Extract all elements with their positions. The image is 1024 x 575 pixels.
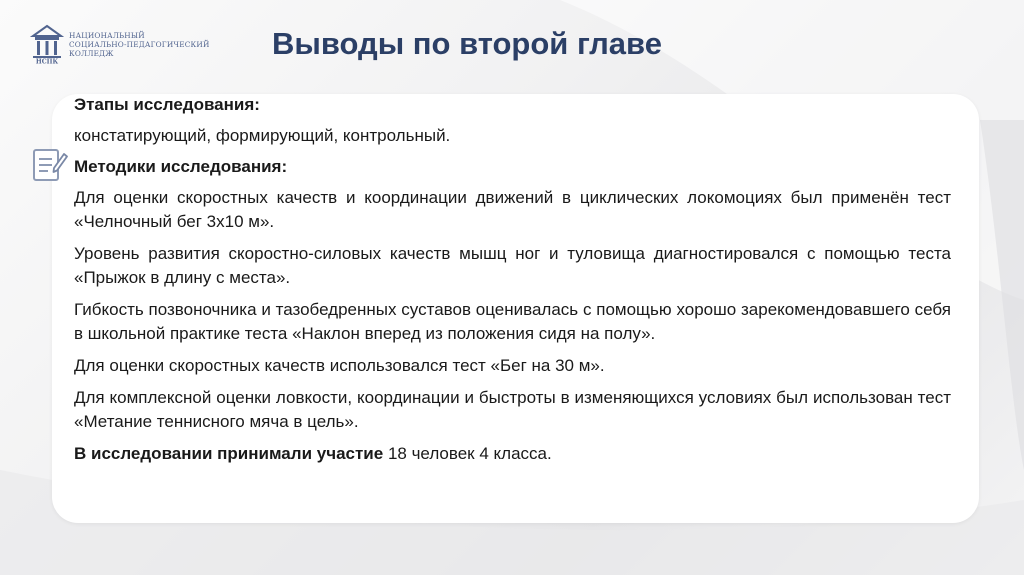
logo-line-1: НАЦИОНАЛЬНЫЙ <box>69 30 145 40</box>
logo-line-3: КОЛЛЕДЖ <box>69 48 114 58</box>
document-edit-icon <box>32 146 68 184</box>
method-paragraph-4: Для оценки скоростных качеств использовался тест «Бег на 30 м». <box>74 356 605 375</box>
participants-line <box>74 442 951 466</box>
college-crest-icon <box>30 24 64 64</box>
stages-text: констатирующий, формирующий, контрольный. <box>74 126 451 145</box>
stages-heading: Этапы исследования: <box>74 95 260 114</box>
logo-line-2: СОЦИАЛЬНО-ПЕДАГОГИЧЕСКИЙ <box>69 39 210 49</box>
method-paragraph-3: Гибкость позвоночника и тазобедренных суставов оценивалась с помощью хорошо зарекомендовавшего себя в школьной практике теста «Наклон вперед из положения сидя на полу». <box>74 300 951 343</box>
logo-mark-text: НСПК <box>35 58 59 64</box>
logo-text <box>69 31 210 58</box>
method-paragraph-2: Уровень развития скоростно-силовых качеств мышц ног и туловища диагностировался с помощью теста «Прыжок в длину с места». <box>74 244 951 287</box>
method-paragraph-1: Для оценки скоростных качеств и координации движений в циклических локомоциях был применён тест «Челночный бег 3х10 м». <box>74 188 951 231</box>
method-paragraph-5: Для комплексной оценки ловкости, координации и быстроты в изменяющихся условиях был использован тест «Метание теннисного мяча в цель». <box>74 388 951 431</box>
methods-heading: Методики исследования: <box>74 157 288 176</box>
slide-title: Выводы по второй главе <box>272 26 662 61</box>
participants-rest: 18 человек 4 класса. <box>383 444 552 463</box>
participants-bold: В исследовании принимали участие <box>74 444 384 463</box>
college-logo <box>30 22 240 66</box>
slide-content <box>74 93 951 474</box>
